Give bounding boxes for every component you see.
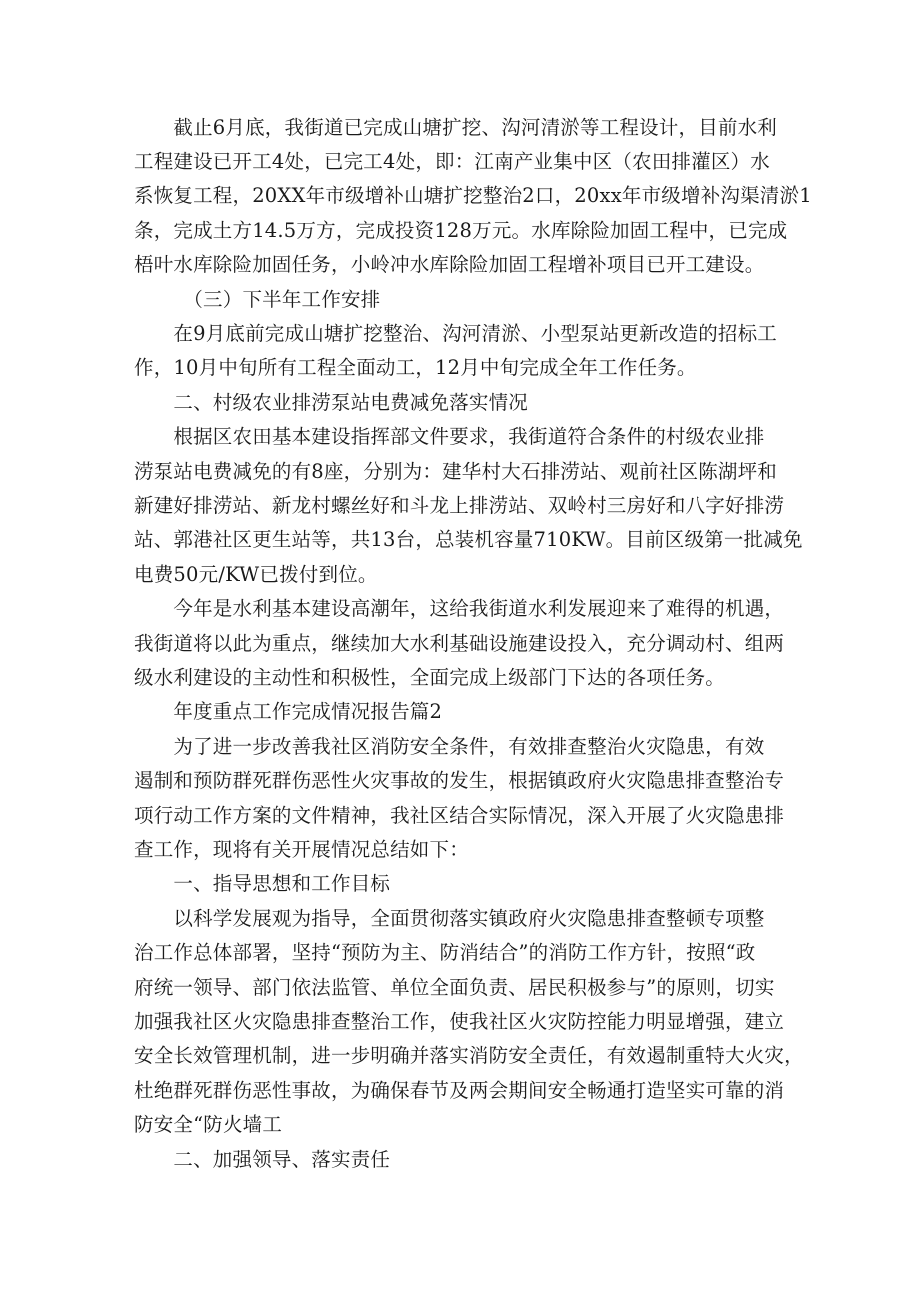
text-line: 安全长效管理机制，进一步明确并落实消防安全责任，有效遏制重特大火灾，: [134, 1044, 804, 1067]
text-line: 工程建设已开工4处，已完工4处，即：江南产业集中区（农田排灌区）水: [134, 150, 770, 173]
text-line: 在9月底前完成山塘扩挖整治、沟河清淤、小型泵站更新改造的招标工: [134, 322, 778, 345]
text-line: 府统一领导、部门依法监管、单位全面负责、居民积极参与”的原则，切实: [134, 976, 775, 999]
text-line: 我街道将以此为重点，继续加大水利基础设施建设投入，充分调动村、组两: [134, 632, 785, 655]
text-line: 项行动工作方案的文件精神，我社区结合实际情况，深入开展了火灾隐患排: [134, 804, 785, 827]
text-line: 加强我社区火灾隐患排查整治工作，使我社区火灾防控能力明显增强，建立: [134, 1010, 785, 1033]
text-line: 电费50元/KW已拨付到位。: [134, 563, 378, 586]
text-line: 新建好排涝站、新龙村螺丝好和斗龙上排涝站、双岭村三房好和八字好排涝: [134, 494, 785, 517]
text-line: 级水利建设的主动性和积极性，全面完成上级部门下达的各项任务。: [134, 666, 726, 689]
text-line: 治工作总体部署，坚持“预防为主、防消结合”的消防工作方针，按照“政: [134, 941, 756, 964]
text-line: 根据区农田基本建设指挥部文件要求，我街道符合条件的村级农业排: [134, 425, 765, 448]
text-line: 截止6月底，我街道已完成山塘扩挖、沟河清淤等工程设计，目前水利: [134, 116, 778, 139]
text-line: 今年是水利基本建设高潮年，这给我街道水利发展迎来了难得的机遇，: [134, 597, 785, 620]
text-line: 以科学发展观为指导，全面贯彻落实镇政府火灾隐患排查整顿专项整: [134, 907, 765, 930]
text-line: 防安全“防火墙工: [134, 1113, 283, 1136]
text-line: 梧叶水库除险加固任务，小岭冲水库除险加固工程增补项目已开工建设。: [134, 253, 765, 276]
text-line: 杜绝群死群伤恶性事故，为确保春节及两会期间安全畅通打造坚实可靠的消: [134, 1079, 785, 1102]
section-heading: 一、指导思想和工作目标: [134, 872, 391, 895]
text-line: 作，10月中旬所有工程全面动工，12月中旬完成全年工作任务。: [134, 356, 697, 379]
text-line: 查工作，现将有关开展情况总结如下：: [134, 838, 469, 861]
text-line: 为了进一步改善我社区消防安全条件，有效排查整治火灾隐患，有效: [134, 735, 765, 758]
section-heading: 二、村级农业排涝泵站电费减免落实情况: [134, 391, 529, 414]
text-line: 站、郭港社区更生站等，共13台，总装机容量710KW。目前区级第一批减免: [134, 528, 803, 551]
text-line: 条，完成土方14.5万方，完成投资128万元。水库除险加固工程中，已完成: [134, 219, 788, 242]
section-heading: （三）下半年工作安排: [134, 288, 381, 311]
section-heading: 二、加强领导、落实责任: [134, 1148, 391, 1171]
text-line: 遏制和预防群死群伤恶性火灾事故的发生，根据镇政府火灾隐患排查整治专: [134, 769, 785, 792]
text-line: 涝泵站电费减免的有8座，分别为：建华村大石排涝站、观前社区陈湖坪和: [134, 460, 778, 483]
text-line: 系恢复工程，20XX年市级增补山塘扩挖整治2口，20xx年市级增补沟渠清淤1: [134, 184, 812, 207]
report-title: 年度重点工作完成情况报告篇2: [134, 700, 443, 723]
